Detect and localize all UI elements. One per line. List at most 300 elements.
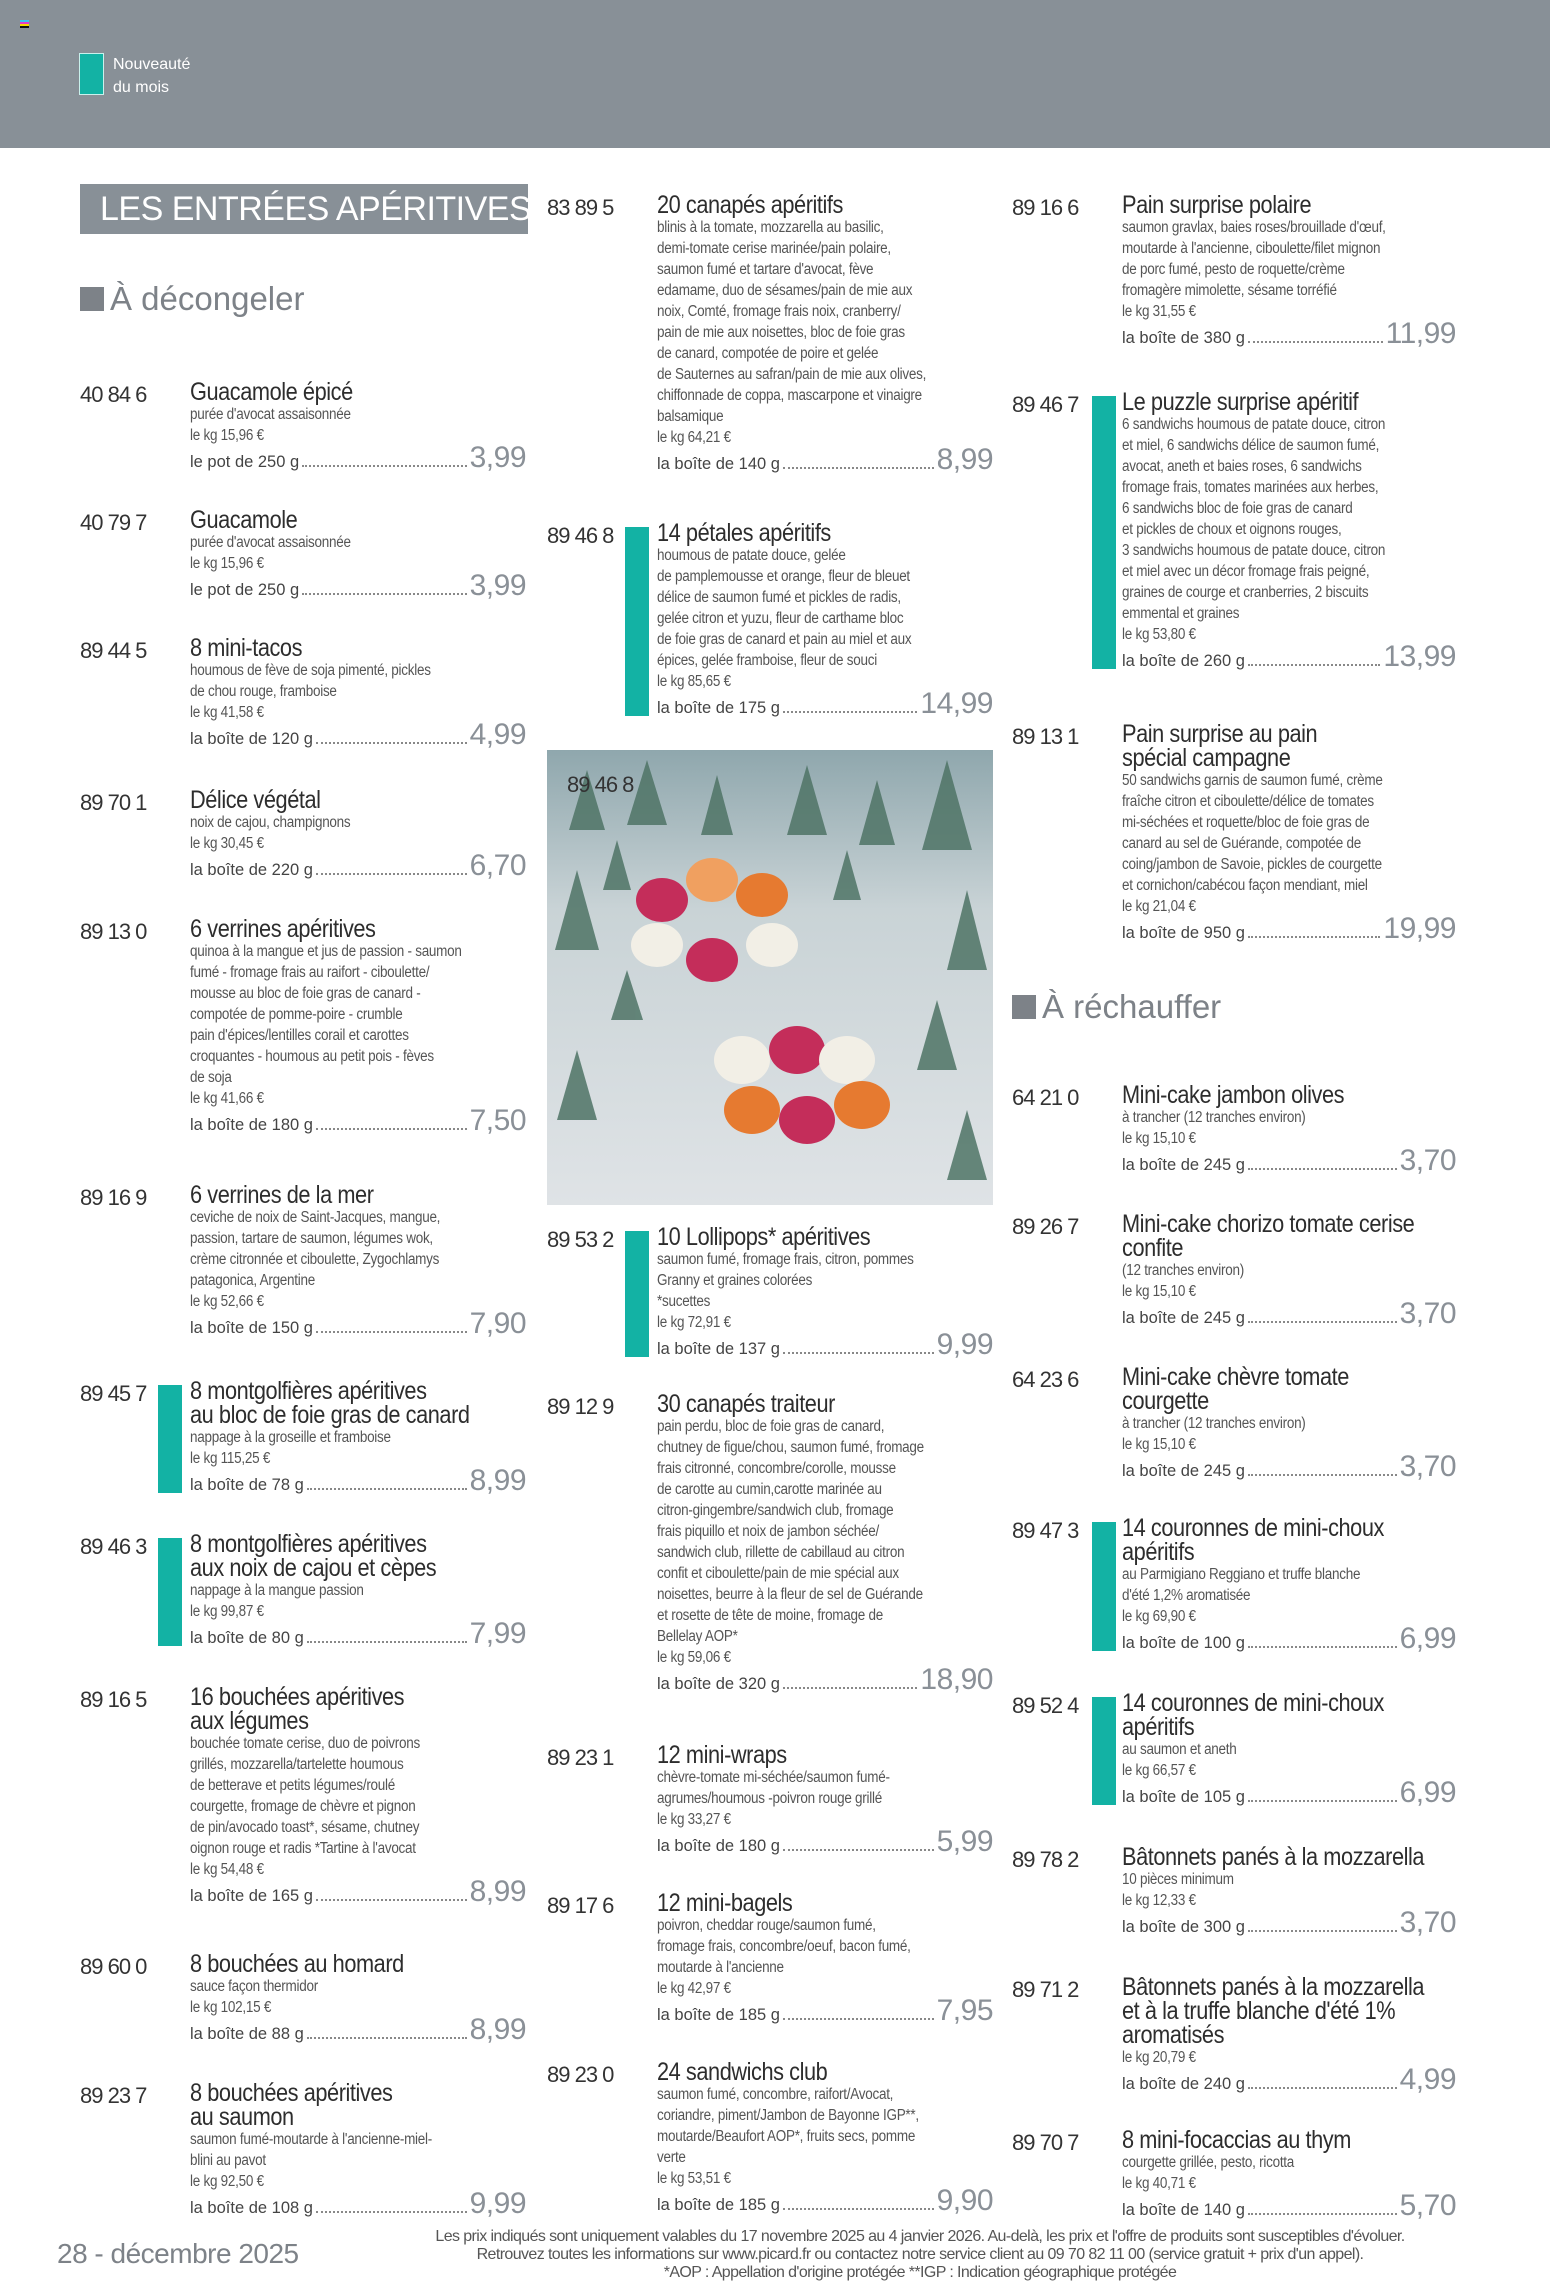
product-details (190, 634, 526, 751)
price-line (1122, 1450, 1456, 1483)
price: 18,90 (920, 1663, 993, 1696)
price-per-kg: le kg 53,80 € (1122, 626, 1196, 643)
new-product-marker (1092, 1522, 1116, 1651)
dot-leader (1248, 1930, 1397, 1932)
product-details (1122, 1210, 1456, 1330)
product-photo (547, 750, 993, 1205)
product-item (1012, 1363, 1456, 1483)
price-line (190, 849, 526, 882)
product-title: spécial campagne (1122, 744, 1291, 772)
product-title: Mini-cake chèvre tomate (1122, 1363, 1349, 1391)
price: 9,99 (469, 2187, 526, 2220)
package-size: la boîte de 108 g (190, 2199, 313, 2217)
product-code: 89 70 1 (80, 790, 147, 815)
product-description-line: pain d'épices/lentilles corail et carottes (190, 1027, 409, 1044)
product-details (1122, 1689, 1456, 1809)
dot-leader (1248, 1168, 1397, 1170)
price: 3,70 (1399, 1297, 1456, 1330)
price-per-kg: le kg 15,96 € (190, 427, 264, 444)
dot-leader (783, 2018, 934, 2020)
price-line (190, 441, 526, 474)
price-line (190, 1307, 526, 1340)
product-item (80, 1530, 526, 1650)
dot-leader (1248, 1646, 1397, 1648)
product-description-line: noisettes, beurre à la fleur de sel de Guérande (657, 1586, 923, 1603)
price-per-kg: le kg 69,90 € (1122, 1608, 1196, 1625)
product-description-line: graines de courge et cranberries, 2 biscuits (1122, 584, 1369, 601)
price-line (190, 2013, 526, 2046)
product-item (547, 191, 993, 476)
product-details (657, 519, 993, 720)
product-description-line: bouchée tomate cerise, duo de poivrons (190, 1735, 420, 1752)
product-details (657, 1390, 993, 1696)
product-title: au saumon (190, 2103, 294, 2131)
price-per-kg: le kg 41,58 € (190, 704, 264, 721)
package-size: la boîte de 140 g (657, 455, 780, 473)
product-item (1012, 1689, 1456, 1809)
product-title: Bâtonnets panés à la mozzarella (1122, 1973, 1425, 2001)
dot-leader (302, 593, 466, 595)
product-code: 89 45 7 (80, 1381, 147, 1406)
price-per-kg: le kg 85,65 € (657, 673, 731, 690)
price: 5,70 (1399, 2189, 1456, 2222)
product-title: Le puzzle surprise apéritif (1122, 388, 1359, 416)
product-description-line: pain perdu, bloc de foie gras de canard, (657, 1418, 885, 1435)
price: 7,90 (469, 1307, 526, 1340)
product-details (1122, 2126, 1456, 2222)
dot-leader (316, 742, 467, 744)
product-description-line: verte (657, 2149, 686, 2166)
product-description-line: edamame, duo de sésames/pain de mie aux (657, 282, 913, 299)
product-code: 89 53 2 (547, 1227, 614, 1252)
price: 5,99 (936, 1825, 993, 1858)
product-item (1012, 720, 1456, 945)
product-item (80, 1181, 526, 1340)
section-title: LES ENTRÉES APÉRITIVES (80, 184, 528, 234)
product-code: 89 16 5 (80, 1687, 147, 1712)
product-description-line: grillés, mozzarella/tartelette houmous (190, 1756, 404, 1773)
column-1 (80, 0, 526, 2285)
product-description-line: *sucettes (657, 1293, 711, 1310)
product-item (80, 786, 526, 882)
product-item (547, 1223, 993, 1361)
price-per-kg: le kg 54,48 € (190, 1861, 264, 1878)
product-description-line: quinoa à la mangue et jus de passion - saumon (190, 943, 462, 960)
snowy-canape-scene-image (547, 750, 993, 1205)
product-description-line: chiffonnade de coppa, mascarpone et vinaigre (657, 387, 922, 404)
product-description-line: de carotte au cumin,carotte marinée au (657, 1481, 882, 1498)
dot-leader (316, 1128, 467, 1130)
price-per-kg: le kg 15,10 € (1122, 1436, 1196, 1453)
product-title: Guacamole (190, 506, 298, 534)
new-product-marker (1092, 396, 1116, 669)
product-item (80, 1377, 526, 1497)
product-title: au bloc de foie gras de canard (190, 1401, 470, 1429)
product-description-line: de pamplemousse et orange, fleur de bleuet (657, 568, 910, 585)
product-description-line: 3 sandwichs houmous de patate douce, citron (1122, 542, 1386, 559)
price-per-kg: le kg 15,10 € (1122, 1283, 1196, 1300)
package-size: la boîte de 245 g (1122, 1309, 1245, 1327)
product-description-line: 6 sandwichs bloc de foie gras de canard (1122, 500, 1353, 517)
product-description-line: passion, tartare de saumon, légumes wok, (190, 1230, 433, 1247)
price-per-kg: le kg 33,27 € (657, 1811, 731, 1828)
product-code: 64 23 6 (1012, 1367, 1079, 1392)
dot-leader (316, 1331, 467, 1333)
product-description-line: et rosette de tête de moine, fromage de (657, 1607, 883, 1624)
product-description-line: courgette, fromage de chèvre et pignon (190, 1798, 416, 1815)
product-code: 40 79 7 (80, 510, 147, 535)
dot-leader (783, 2208, 934, 2210)
product-title: 12 mini-bagels (657, 1889, 793, 1917)
price-line (190, 718, 526, 751)
product-details (190, 506, 526, 602)
price-line (190, 1104, 526, 1137)
product-item (547, 2058, 993, 2217)
product-code: 64 21 0 (1012, 1085, 1079, 1110)
price: 3,70 (1399, 1450, 1456, 1483)
product-description-line: à trancher (12 tranches environ) (1122, 1415, 1306, 1432)
product-description-line: à trancher (12 tranches environ) (1122, 1109, 1306, 1126)
package-size: la boîte de 175 g (657, 699, 780, 717)
package-size: la boîte de 320 g (657, 1675, 780, 1693)
dot-leader (307, 2037, 467, 2039)
product-description-line: frais piquillo et noix de jambon séchée/ (657, 1523, 879, 1540)
price-line (657, 443, 993, 476)
product-item (1012, 1514, 1456, 1655)
product-code: 89 71 2 (1012, 1977, 1079, 2002)
price-line (1122, 1776, 1456, 1809)
product-description-line: canard au sel de Guérande, compotée de (1122, 835, 1361, 852)
price: 3,70 (1399, 1144, 1456, 1177)
product-description-line: 10 pièces minimum (1122, 1871, 1234, 1888)
legend-line-1: Nouveauté (113, 56, 191, 73)
product-description-line: croquantes - houmous au petit pois - fèves (190, 1048, 434, 1065)
product-description-line: de foie gras de canard et pain au miel et aux (657, 631, 912, 648)
price-per-kg: le kg 53,51 € (657, 2170, 731, 2187)
product-title: 6 verrines apéritives (190, 915, 376, 943)
package-size: la boîte de 100 g (1122, 1634, 1245, 1652)
product-description-line: citron-gingembre/sandwich club, fromage (657, 1502, 894, 1519)
product-title: 14 couronnes de mini-choux (1122, 1689, 1384, 1717)
price: 14,99 (920, 687, 993, 720)
product-title: Pain surprise au pain (1122, 720, 1318, 748)
price: 13,99 (1383, 640, 1456, 673)
product-title: et à la truffe blanche d'été 1% (1122, 1997, 1396, 2025)
product-description-line: purée d'avocat assaisonnée (190, 406, 351, 423)
product-title: confite (1122, 1234, 1184, 1262)
product-description-line: au saumon et aneth (1122, 1741, 1237, 1758)
product-description-line: d'été 1,2% aromatisée (1122, 1587, 1251, 1604)
product-code: 89 46 3 (80, 1534, 147, 1559)
price: 19,99 (1383, 912, 1456, 945)
product-code: 89 23 7 (80, 2083, 147, 2108)
product-description-line: crème citronnée et ciboulette, Zygochlamys (190, 1251, 440, 1268)
price-line (190, 569, 526, 602)
product-description-line: frais citronné, concombre/corolle, mousse (657, 1460, 896, 1477)
package-size: la boîte de 165 g (190, 1887, 313, 1905)
price-per-kg: le kg 52,66 € (190, 1293, 264, 1310)
product-description-line: compotée de pomme-poire - crumble (190, 1006, 403, 1023)
product-title: 14 couronnes de mini-choux (1122, 1514, 1384, 1542)
product-description-line: avocat, aneth et baies roses, 6 sandwichs (1122, 458, 1362, 475)
price: 3,99 (469, 569, 526, 602)
price: 9,99 (936, 1328, 993, 1361)
price-line (1122, 2063, 1456, 2096)
product-description-line: fromagère mimolette, sésame torréfié (1122, 282, 1337, 299)
product-item (1012, 1210, 1456, 1330)
dot-leader (302, 465, 466, 467)
dot-leader (1248, 664, 1380, 666)
product-description-line: noix, Comté, fromage frais noix, cranberry/ (657, 303, 901, 320)
price-per-kg: le kg 64,21 € (657, 429, 731, 446)
dot-leader (316, 1899, 467, 1901)
product-description-line: mi-séchées et roquette/bloc de foie gras de (1122, 814, 1370, 831)
product-title: Guacamole épicé (190, 378, 353, 406)
price-per-kg: le kg 92,50 € (190, 2173, 264, 2190)
price-line (1122, 2189, 1456, 2222)
product-details (190, 1377, 526, 1497)
product-item (547, 519, 993, 720)
dot-leader (1248, 341, 1383, 343)
package-size: la boîte de 78 g (190, 1476, 304, 1494)
price-line (657, 1328, 993, 1361)
product-title: 8 mini-focaccias au thym (1122, 2126, 1351, 2154)
product-code: 89 60 0 (80, 1954, 147, 1979)
product-item (80, 1683, 526, 1908)
product-description-line: agrumes/houmous -poivron rouge grillé (657, 1790, 882, 1807)
product-details (190, 2079, 526, 2220)
product-code: 89 16 9 (80, 1185, 147, 1210)
product-description-line: de porc fumé, pesto de roquette/crème (1122, 261, 1345, 278)
dot-leader (1248, 1474, 1397, 1476)
column-3 (1012, 0, 1456, 2285)
product-code: 89 44 5 (80, 638, 147, 663)
dot-leader (783, 711, 917, 713)
product-details (190, 1181, 526, 1340)
product-code: 89 52 4 (1012, 1693, 1079, 1718)
price: 3,99 (469, 441, 526, 474)
price-line (657, 2184, 993, 2217)
product-description-line: de soja (190, 1069, 232, 1086)
package-size: le pot de 250 g (190, 581, 300, 599)
product-description-line: de pin/avocado toast*, sésame, chutney (190, 1819, 420, 1836)
product-description-line: de canard, compotée de poire et gelée (657, 345, 879, 362)
price-line (1122, 640, 1456, 673)
product-details (1122, 1363, 1456, 1483)
product-title: aromatisés (1122, 2021, 1225, 2049)
product-description-line: et pickles de choux et oignons rouges, (1122, 521, 1342, 538)
footer-price-validity: Les prix indiqués sont uniquement valables du 17 novembre 2025 au 4 janvier 2026. Au-delà, les prix et l'offre de produits sont susceptibles d'évoluer. (435, 2228, 1405, 2245)
package-size: la boîte de 220 g (190, 861, 313, 879)
product-details (190, 378, 526, 474)
price-per-kg: le kg 72,91 € (657, 1314, 731, 1331)
product-item (1012, 191, 1456, 350)
product-code: 89 26 7 (1012, 1214, 1079, 1239)
product-description-line: de Sauternes au safran/pain de mie aux olives, (657, 366, 927, 383)
package-size: la boîte de 105 g (1122, 1788, 1245, 1806)
photo-product-code: 89 46 8 (567, 772, 634, 797)
dot-leader (1248, 1800, 1397, 1802)
package-size: le pot de 250 g (190, 453, 300, 471)
product-description-line: patagonica, Argentine (190, 1272, 315, 1289)
product-title: 8 bouchées apéritives (190, 2079, 393, 2107)
price-line (190, 1464, 526, 1497)
product-code: 89 23 0 (547, 2062, 614, 2087)
product-description-line: au Parmigiano Reggiano et truffe blanche (1122, 1566, 1361, 1583)
new-product-marker (158, 1538, 182, 1646)
dot-leader (783, 1849, 934, 1851)
product-code: 89 46 7 (1012, 392, 1079, 417)
product-details (1122, 388, 1456, 673)
product-description-line: Bellelay AOP* (657, 1628, 738, 1645)
product-description-line: Granny et graines colorées (657, 1272, 813, 1289)
new-product-marker (158, 1385, 182, 1493)
price-per-kg: le kg 41,66 € (190, 1090, 264, 1107)
product-code: 40 84 6 (80, 382, 147, 407)
dot-leader (316, 2211, 467, 2213)
product-title: aux légumes (190, 1707, 309, 1735)
product-details (1122, 1843, 1456, 1939)
price: 3,70 (1399, 1906, 1456, 1939)
new-product-marker (625, 527, 649, 716)
product-item (80, 1950, 526, 2046)
product-code: 89 13 1 (1012, 724, 1079, 749)
product-description-line: 50 sandwichs garnis de saumon fumé, crème (1122, 772, 1383, 789)
product-item (80, 378, 526, 474)
product-details (1122, 1081, 1456, 1177)
product-description-line: courgette grillée, pesto, ricotta (1122, 2154, 1295, 2171)
price: 7,50 (469, 1104, 526, 1137)
product-details (190, 1683, 526, 1908)
product-details (190, 1950, 526, 2046)
product-description-line: purée d'avocat assaisonnée (190, 534, 351, 551)
print-color-marker (20, 20, 29, 28)
product-title: Pain surprise polaire (1122, 191, 1312, 219)
product-description-line: pain de mie aux noisettes, bloc de foie gras (657, 324, 905, 341)
package-size: la boîte de 185 g (657, 2006, 780, 2024)
dot-leader (783, 467, 934, 469)
product-details (190, 1530, 526, 1650)
package-size: la boîte de 80 g (190, 1629, 304, 1647)
product-title: 8 montgolfières apéritives (190, 1530, 427, 1558)
price-line (657, 1825, 993, 1858)
product-description-line: moutarde à l'ancienne (657, 1959, 784, 1976)
price-per-kg: le kg 20,79 € (1122, 2049, 1196, 2066)
product-title: aux noix de cajou et cèpes (190, 1554, 437, 1582)
price-line (1122, 1906, 1456, 1939)
product-details (1122, 1973, 1456, 2096)
new-product-marker (1092, 1697, 1116, 1805)
dot-leader (1248, 2213, 1397, 2215)
product-title: 20 canapés apéritifs (657, 191, 843, 219)
package-size: la boîte de 120 g (190, 730, 313, 748)
price-line (1122, 1297, 1456, 1330)
product-description-line: moutarde à l'ancienne, ciboulette/filet mignon (1122, 240, 1381, 257)
price-per-kg: le kg 42,97 € (657, 1980, 731, 1997)
product-description-line: nappage à la groseille et framboise (190, 1429, 391, 1446)
product-description-line: fraîche citron et ciboulette/délice de tomates (1122, 793, 1374, 810)
product-title: 8 montgolfières apéritives (190, 1377, 427, 1405)
price-line (1122, 912, 1456, 945)
product-title: 16 bouchées apéritives (190, 1683, 405, 1711)
product-description-line: moutarde/Beaufort AOP*, fruits secs, pomme (657, 2128, 916, 2145)
product-title: apéritifs (1122, 1538, 1195, 1566)
product-description-line: fromage frais, tomates marinées aux herbes, (1122, 479, 1379, 496)
dot-leader (316, 873, 467, 875)
product-description-line: fumé - fromage frais au raifort - ciboulette/ (190, 964, 430, 981)
product-description-line: sandwich club, rillette de cabillaud au citron (657, 1544, 905, 1561)
product-description-line: fromage frais, concombre/oeuf, bacon fumé, (657, 1938, 911, 1955)
dot-leader (1248, 2087, 1397, 2089)
product-description-line: sauce façon thermidor (190, 1978, 318, 1995)
price: 8,99 (469, 2013, 526, 2046)
product-description-line: de chou rouge, framboise (190, 683, 337, 700)
product-description-line: blini au pavot (190, 2152, 266, 2169)
product-item (1012, 1843, 1456, 1939)
product-title: Bâtonnets panés à la mozzarella (1122, 1843, 1425, 1871)
product-description-line: demi-tomate cerise marinée/pain polaire, (657, 240, 891, 257)
price: 4,99 (1399, 2063, 1456, 2096)
product-details (657, 1223, 993, 1361)
product-item (1012, 1081, 1456, 1177)
price-line (190, 2187, 526, 2220)
product-description-line: et cornichon/cabécou façon mendiant, miel (1122, 877, 1368, 894)
new-product-marker (625, 1231, 649, 1357)
product-code: 89 47 3 (1012, 1518, 1079, 1543)
product-details (1122, 720, 1456, 945)
product-details (1122, 191, 1456, 350)
package-size: la boîte de 180 g (657, 1837, 780, 1855)
product-title: 30 canapés traiteur (657, 1390, 835, 1418)
product-title: Mini-cake chorizo tomate cerise (1122, 1210, 1415, 1238)
price-per-kg: le kg 66,57 € (1122, 1762, 1196, 1779)
product-code: 89 70 7 (1012, 2130, 1079, 2155)
product-description-line: chutney de figue/chou, saumon fumé, fromage (657, 1439, 924, 1456)
product-code: 83 89 5 (547, 195, 614, 220)
price-line (657, 1994, 993, 2027)
product-details (657, 2058, 993, 2217)
product-description-line: (12 tranches environ) (1122, 1262, 1244, 1279)
price-line (190, 1617, 526, 1650)
price-line (1122, 1622, 1456, 1655)
product-item (1012, 388, 1456, 673)
price: 6,70 (469, 849, 526, 882)
price: 6,99 (1399, 1622, 1456, 1655)
product-description-line: gelée citron et yuzu, fleur de carthame bloc (657, 610, 904, 627)
price: 4,99 (469, 718, 526, 751)
dot-leader (1248, 1321, 1397, 1323)
product-description-line: houmous de patate douce, gelée (657, 547, 846, 564)
price-line (1122, 317, 1456, 350)
product-details (657, 1889, 993, 2027)
product-title: 6 verrines de la mer (190, 1181, 374, 1209)
product-description-line: blinis à la tomate, mozzarella au basilic, (657, 219, 884, 236)
product-title: 14 pétales apéritifs (657, 519, 831, 547)
product-description-line: saumon gravlax, baies roses/brouillade d'œuf, (1122, 219, 1386, 236)
package-size: la boîte de 380 g (1122, 329, 1245, 347)
price-per-kg: le kg 115,25 € (190, 1450, 271, 1467)
package-size: la boîte de 260 g (1122, 652, 1245, 670)
product-description-line: épices, gelée framboise, fleur de souci (657, 652, 877, 669)
product-item (547, 1889, 993, 2027)
product-code: 89 16 6 (1012, 195, 1079, 220)
price: 7,99 (469, 1617, 526, 1650)
package-size: la boîte de 137 g (657, 1340, 780, 1358)
product-details (1122, 1514, 1456, 1655)
price-per-kg: le kg 15,10 € (1122, 1130, 1196, 1147)
price-per-kg: le kg 12,33 € (1122, 1892, 1196, 1909)
price: 8,99 (469, 1464, 526, 1497)
